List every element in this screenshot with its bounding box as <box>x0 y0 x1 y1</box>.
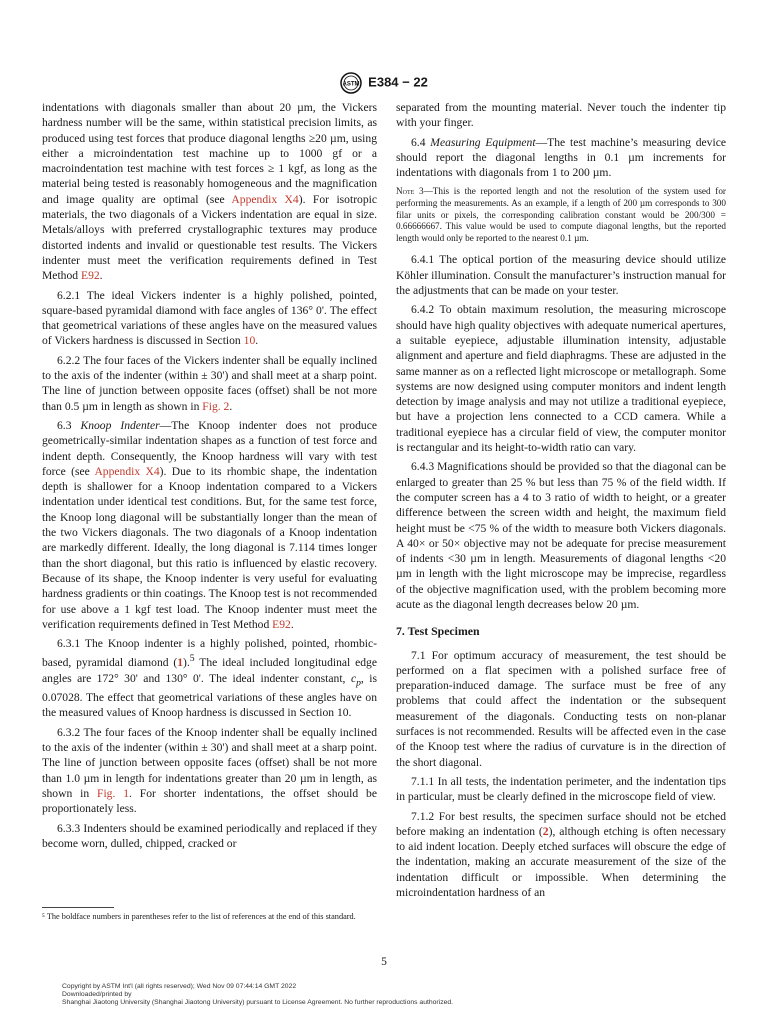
link-fig-2[interactable]: Fig. 2 <box>202 399 230 413</box>
footnote-5: ⁵ The boldface numbers in parentheses refer to the list of references at the end of this standard. <box>42 912 356 921</box>
astm-logo-text: ASTM <box>342 81 360 88</box>
paragraph-6-4-2: 6.4.2 To obtain maximum resolution, the measuring microscope should have high quality objectives with adequate numerical apertures, a suitable eyepiece, adjustable illumination intensity, adjustable alignment and aperture and field diaphragms. These are adjusted in the same manner as on a reflected light microscope or metallograph. Some systems are now designed using computer monitors and indent length detection by image analysis and may not utilize a traditional eyepiece, but have a projection lens connected to a CCD camera. While a traditional eyepiece has a circular field of view, the computer monitor is rectangular and its height-to-width ratio can vary. <box>396 303 726 455</box>
copyright-notice <box>62 983 662 1008</box>
standard-designation: E384 − 22 <box>368 74 428 90</box>
copyright-line-3: Shanghai Jiaotong University (Shanghai Jiaotong University) pursuant to License Agreement. No further reproductions authorized. <box>62 999 454 1007</box>
link-section-10[interactable]: 10 <box>243 334 256 348</box>
paragraph-6-4-3: 6.4.3 Magnifications should be provided so that the diagonal can be enlarged to greater than 25 % but less than 75 % of the field width. If the computer screen has a 4 to 3 ratio of width to height, or a greater difference between the screen width and height, the maximum field height must be <75 % of the width to measure both Vickers diagonals. A 40× or 50× objective may not be adequate for precise measurement of indents <30 µm in length. Measurements of diagonal lengths <20 µm in length with the light microscope may be imprecise, regardless of the objective magnification used, with the problem becoming more acute as the diagonal length decreases below 20 µm. <box>396 460 726 611</box>
paragraph-intro: indentations with diagonals smaller than about 20 µm, the Vickers hardness number will be the same, within statistical precision limits, as produced using test forces that produce diagonal lengths ≥20 µm, using either a microindentation test machine up to 1000 gf or a macroindentation test machine with test forces ≥ 1 kgf, as long as the material being tested is reasonably homogeneous and the magnification and image quality are optimal (see Appendix X4). For isotropic materials, the two diagonals of a Vickers indentation are equal in size. Metals/alloys with preferred crystallographic textures may produce distorted indents and invalid or questionable test results. The Vickers indenter must meet the verification requirements defined in Test Method E92. <box>42 101 378 283</box>
paragraph-6-4: 6.4 Measuring Equipment—The test machine’s measuring device should report the diagonal lengths in 0.1 µm increments for indentations with diagonals from 1 to 200 µm. <box>396 135 726 180</box>
astm-logo-icon <box>340 72 362 94</box>
page-number: 5 <box>381 956 387 968</box>
copyright-line-1: Copyright by ASTM Int'l (all rights reserved); Wed Nov 09 07:44:14 GMT 2022 <box>62 983 297 990</box>
paragraph-6-3-1: 6.3.1 The Knoop indenter is a highly polished, pointed, rhombic-based, pyramidal diamond (1).$^5$ The ideal included longitudinal edge angles are 172° 30' and 130° 0'. The ideal indenter constant, $c_p$, is 0.07028. The effect that geometrical variations of these angles have on the measured values of Knoop hardness is discussed in Section 10. <box>42 637 378 720</box>
paragraph-6-2-2: 6.2.2 The four faces of the Vickers indenter shall be equally inclined to the axis of the indenter (within ± 30') and shall meet at a sharp point. The line of junction between opposite faces (offset) shall be not more than 0.5 µm in length as shown in Fig. 2. <box>42 353 377 413</box>
section-7-heading: 7. Test Specimen <box>396 624 480 639</box>
link-e92[interactable]: E92 <box>80 269 100 283</box>
paragraph-7-1: 7.1 For optimum accuracy of measurement, the test should be performed on a flat specimen with a polished surface free of preparation-induced damage. The surface must be free of any problems that could affect the indentation or the subsequent measurement of the diagonals. Conducting tests on non-planar surfaces is not recommended. Results will be affected even in the case of the Knoop test where the radius of curvature is in the direction of the short diagonal. <box>396 648 726 769</box>
footnote-ref-5: 5 <box>189 653 195 665</box>
paragraph-6-2-1: 6.2.1 The ideal Vickers indenter is a highly polished, pointed, square-based pyramidal diamond with face angles of 136° 0'. The effect that geometrical variations of these angles have on the measured values of Vickers hardness is discussed in Section 10. <box>42 288 377 348</box>
right-column <box>396 100 726 904</box>
paragraph-6-3: 6.3 Knoop Indenter—The Knoop indenter does not produce geometrically-similar indentation shapes as a function of test force and indent depth. Consequently, the Knoop hardness will vary with test force (see Appendix X4). Due to its rhombic shape, the indentation depth is shallower for a Knoop indentation compared to a Vickers indentation under identical test conditions. But, for the same test force, the Knoop long diagonal will be substantially longer than the mean of the two Vickers diagonals. The two diagonals of a Knoop indentation are markedly different. Ideally, the long diagonal is 7.114 times longer than the short diagonal, but this ratio is influenced by elastic recovery. Because of its shape, the Knoop indenter is very useful for evaluating hardness gradients or thin coatings. The Knoop test is not recommended for use above a 1 kgf test load. The Knoop indenter must meet the verification requirements defined in Test Method E92. <box>42 418 378 631</box>
link-appendix-x4-2[interactable]: Appendix X4 <box>94 464 160 478</box>
paragraph-7-1-2: 7.1.2 For best results, the specimen surface should not be etched before making an indentation (2), although etching is often necessary to aid indent location. Deeply etched surfaces will obscure the edge of the indentation, making an accurate measurement of the size of the indentation difficult or impossible. When determining the microindentation hardness of an <box>396 809 726 900</box>
paragraph-6-4-1: 6.4.1 The optical portion of the measuring device should utilize Köhler illumination. Consult the manufacturer’s instruction manual for the adjustments that can be made on your tester. <box>396 253 726 298</box>
measuring-equipment-title: Measuring Equipment <box>430 135 536 149</box>
link-appendix-x4[interactable]: Appendix X4 <box>231 192 299 206</box>
knoop-indenter-title: Knoop Indenter <box>80 418 160 432</box>
paragraph-7-1-1: 7.1.1 In all tests, the indentation perimeter, and the indentation tips in particular, must be clearly defined in the microscope field of view. <box>396 774 726 804</box>
reference-2-link[interactable]: 2 <box>542 824 549 838</box>
paragraph-continued: separated from the mounting material. Never touch the indenter tip with your finger. <box>396 101 726 130</box>
link-fig-1[interactable]: Fig. 1 <box>97 786 130 800</box>
note-3: Note 3—This is the reported length and not the resolution of the system used for performing the measurements. As an example, if a length of 200 µm corresponds to 300 filar units or pixels, the corresponding calibration constant would be 200/300 = 0.66666667. This value would be used to compute diagonal lengths, but the reported length would only be reported to the nearest 0.1 µm. <box>396 186 726 243</box>
link-e92-2[interactable]: E92 <box>272 617 291 631</box>
footnote-divider <box>42 907 114 908</box>
left-column <box>42 100 377 855</box>
paragraph-6-3-2: 6.3.2 The four faces of the Knoop indenter shall be equally inclined to the axis of the indenter (within ± 30') and shall meet at a sharp point. The line of junction between opposite faces (offset) shall be not more than 1.0 µm in length for indentations greater than 20 µm in length, as shown in Fig. 1. For shorter indentations, the offset should be proportionately less. <box>42 725 377 816</box>
reference-1-link[interactable]: 1 <box>177 656 184 670</box>
copyright-line-2: Downloaded/printed by <box>62 991 132 999</box>
paragraph-6-3-3: 6.3.3 Indenters should be examined periodically and replaced if they become worn, dulled, chipped, cracked or <box>42 821 377 850</box>
page-header <box>0 72 768 94</box>
